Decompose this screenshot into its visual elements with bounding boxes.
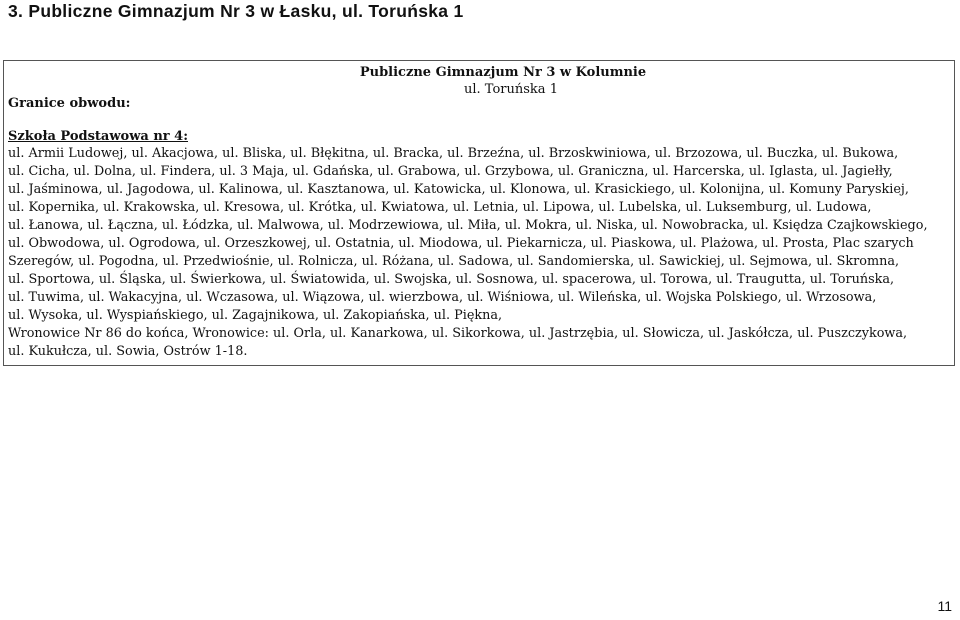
street-line: ul. Jaśminowa, ul. Jagodowa, ul. Kalinowa, ul. Kasztanowa, ul. Katowicka, ul. Klonowa, ul. Krasickiego, ul. Kolonijna, ul. Komuny Paryskiej, [8,182,909,197]
page-number: 11 [937,598,952,614]
street-line: ul. Kopernika, ul. Krakowska, ul. Kresowa, ul. Krótka, ul. Kwiatowa, ul. Letnia, ul. Lipowa, ul. Lubelska, ul. Luksemburg, ul. Ludowa, [8,200,872,215]
street-list [8,145,948,361]
street-line: Wronowice Nr 86 do końca, Wronowice: ul. Orla, ul. Kanarkowa, ul. Sikorkowa, ul. Jastrzębia, ul. Słowicza, ul. Jaskółcza, ul. Puszczykowa, [8,326,908,341]
school-header [4,64,954,98]
district-table [3,60,955,366]
street-line: Szeregów, ul. Pogodna, ul. Przedwiośnie, ul. Rolnicza, ul. Różana, ul. Sadowa, ul. Sandomierska, ul. Sawickiej, ul. Sejmowa, ul. Skromna, [8,254,900,269]
street-line: ul. Kukułcza, ul. Sowia, Ostrów 1-18. [8,344,248,359]
street-line: ul. Łanowa, ul. Łączna, ul. Łódzka, ul. Malwowa, ul. Modrzewiowa, ul. Miła, ul. Mokra, ul. Niska, ul. Nowobracka, ul. Księdza Czajkowskiego, [8,218,928,233]
district-label: Granice obwodu: [8,96,131,111]
school-name: Publiczne Gimnazjum Nr 3 w Kolumnie [359,65,647,80]
primary-school-label: Szkoła Podstawowa nr 4: [8,129,189,144]
street-line: ul. Obwodowa, ul. Ogrodowa, ul. Orzeszkowej, ul. Ostatnia, ul. Miodowa, ul. Piekarnicza, ul. Piaskowa, ul. Plażowa, ul. Prosta, Plac szarych [8,236,914,251]
section-heading: 3. Publiczne Gimnazjum Nr 3 w Łasku, ul. Toruńska 1 [8,1,464,21]
street-line: ul. Sportowa, ul. Śląska, ul. Świerkowa, ul. Światowida, ul. Swojska, ul. Sosnowa, ul. spacerowa, ul. Torowa, ul. Traugutta, ul. Toruńska, [8,272,895,287]
school-street: ul. Toruńska 1 [464,82,558,97]
street-line: ul. Armii Ludowej, ul. Akacjowa, ul. Bliska, ul. Błękitna, ul. Bracka, ul. Brzeźna, ul. Brzoskwiniowa, ul. Brzozowa, ul. Buczka, ul. Bukowa, [8,146,899,161]
street-line: ul. Cicha, ul. Dolna, ul. Findera, ul. 3 Maja, ul. Gdańska, ul. Grabowa, ul. Grzybowa, ul. Graniczna, ul. Harcerska, ul. Iglasta, ul. Jagiełły, [8,164,893,179]
street-line: ul. Wysoka, ul. Wyspiańskiego, ul. Zagajnikowa, ul. Zakopiańska, ul. Piękna, [8,308,503,323]
street-line: ul. Tuwima, ul. Wakacyjna, ul. Wczasowa, ul. Wiązowa, ul. wierzbowa, ul. Wiśniowa, ul. Wileńska, ul. Wojska Polskiego, ul. Wrzosowa, [8,290,877,305]
